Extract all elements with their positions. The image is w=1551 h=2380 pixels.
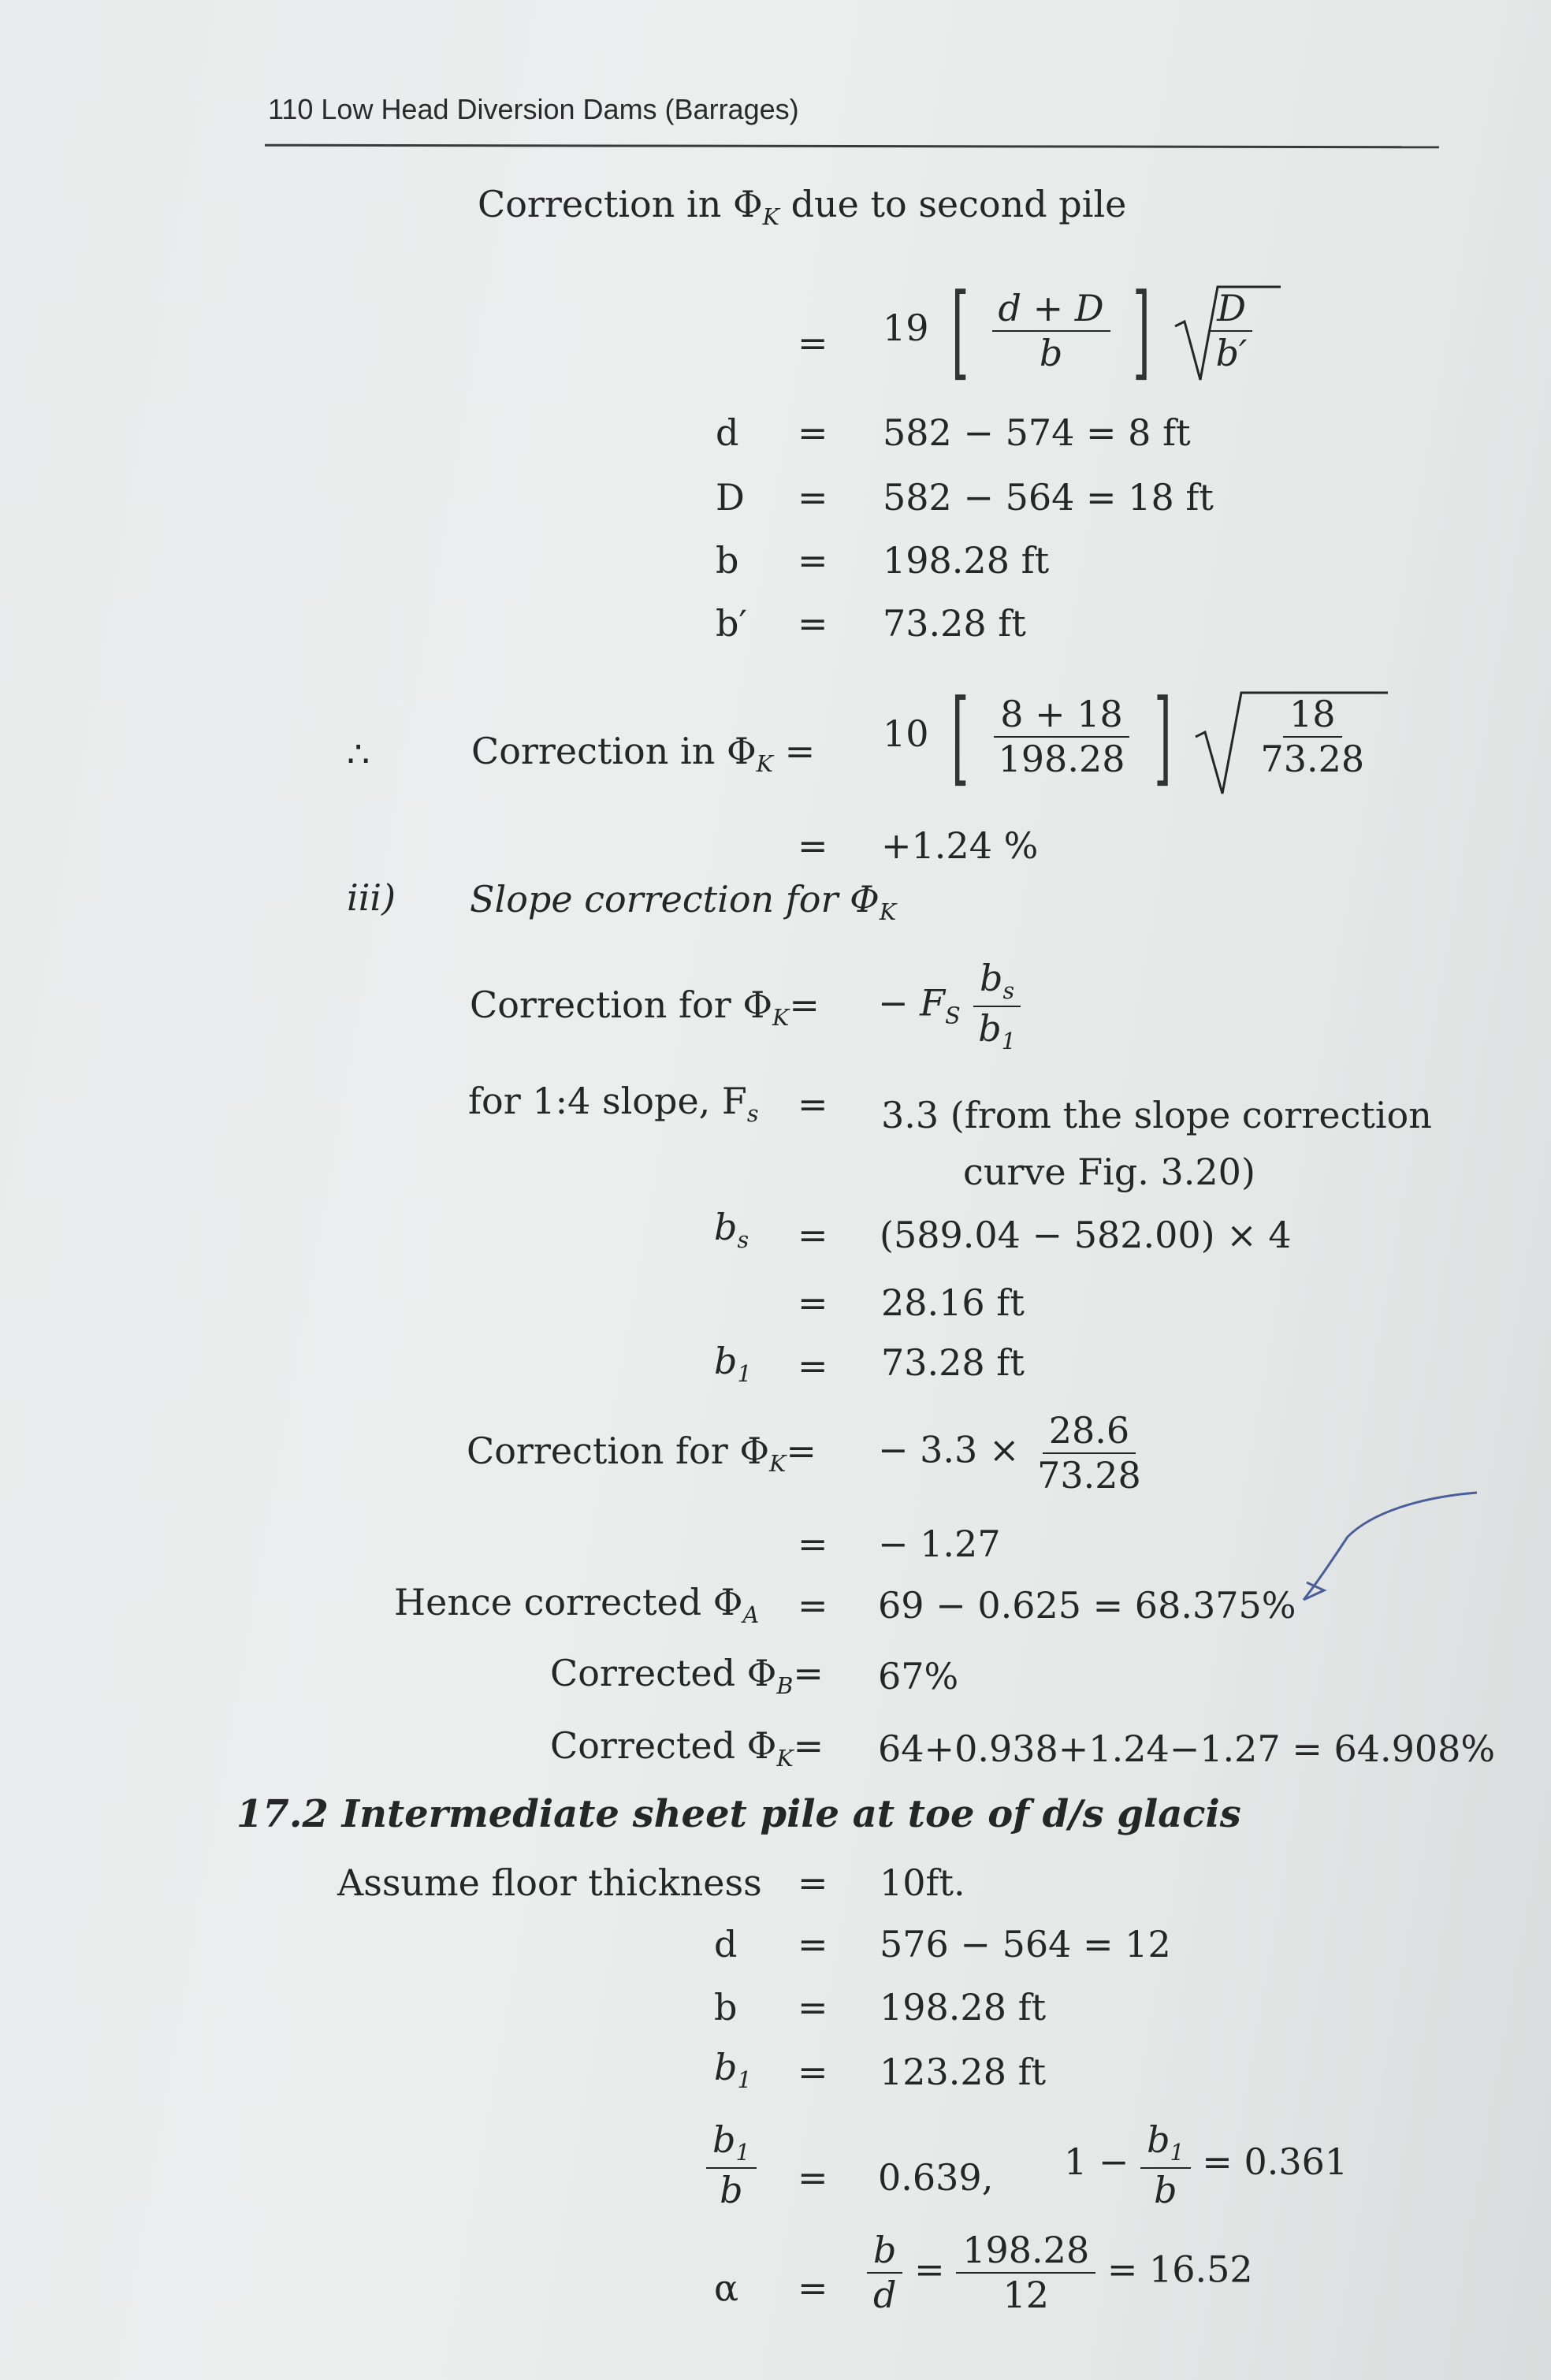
radical-sign-icon <box>1194 685 1391 811</box>
running-header: 110 Low Head Diversion Dams (Barrages) <box>268 93 799 125</box>
sec-b-value: 198.28 ft <box>880 1986 1047 2029</box>
equals-sign: = <box>798 1861 828 1904</box>
ratio-value: 0.639, <box>878 2156 994 2199</box>
var-d-label: d <box>716 411 739 454</box>
equals-sign: = <box>798 1281 828 1324</box>
var-b1-label: $b_1$ <box>714 1340 752 1388</box>
sec-b1-label: $b_1$ <box>714 2046 752 2094</box>
var-D-value: 582 − 564 = 18 ft <box>883 476 1214 519</box>
corrected-phiK-value: 64+0.938+1.24−1.27 = 64.908% <box>878 1727 1496 1770</box>
correction-label: Correction in $\Phi_K$ = <box>471 730 816 778</box>
var-bprime-value: 73.28 ft <box>883 602 1026 645</box>
correction-for-label: Correction for $\Phi_K=$ <box>470 984 820 1032</box>
equals-sign: = <box>798 824 828 867</box>
square-root: $\frac{D}{b'}$ <box>1173 288 1254 373</box>
sec-d-value: 576 − 564 = 12 <box>880 1923 1171 1965</box>
square-root: $\frac{18}{73.28}$ <box>1194 694 1371 779</box>
var-b-label: b <box>716 539 739 582</box>
corrected-phiA-value: 69 − 0.625 = 68.375% <box>878 1584 1296 1627</box>
bracket-open: [ <box>951 271 969 391</box>
alpha-formula: $\frac{b}{d}$ = $\frac{198.28}{12}$ = 16.52 <box>867 2230 1253 2315</box>
sec-b-label: b <box>714 1986 738 2029</box>
second-pile-heading: Correction in $\Phi_K$ due to second pile <box>478 183 1127 231</box>
var-D-label: D <box>716 476 745 519</box>
var-b-value: 198.28 ft <box>883 539 1050 582</box>
corrected-phiB-value: 67% <box>878 1655 959 1698</box>
therefore-symbol: ∴ <box>347 733 370 775</box>
corrected-phiK-label: Corrected $\Phi_K=$ <box>550 1724 824 1772</box>
equals-sign: = <box>798 602 828 645</box>
equals-sign: = <box>798 2156 828 2199</box>
equals-sign: = <box>798 1083 828 1125</box>
equals-sign: = <box>798 1923 828 1965</box>
ratio-b1-b: $\frac{b_1}{b}$ <box>706 2120 757 2210</box>
floor-thickness-value: 10ft. <box>880 1861 965 1904</box>
bracket-close: ] <box>1154 677 1172 797</box>
equals-sign: = <box>798 539 828 582</box>
corrected-phiB-label: Corrected $\Phi_B=$ <box>550 1652 824 1700</box>
fraction-8-18: $\frac{8 + 18}{198.28}$ <box>992 694 1132 779</box>
bracket-close: ] <box>1133 271 1151 391</box>
radical-sign-icon <box>1173 279 1284 397</box>
var-b1-value: 73.28 ft <box>881 1341 1025 1384</box>
var-bs-value: (589.04 − 582.00) × 4 <box>880 1214 1292 1256</box>
equals-sign: = <box>798 322 828 364</box>
alpha-label: α <box>714 2267 739 2309</box>
item-number-iii: iii) <box>347 876 396 919</box>
correction-result: +1.24 % <box>881 824 1039 867</box>
var-bs-label: $b_s$ <box>714 1206 749 1254</box>
hence-corrected-label: Hence corrected $\Phi_A$ <box>394 1581 760 1629</box>
section-heading: 17.2 Intermediate sheet pile at toe of d/s glacis <box>236 1792 1241 1836</box>
slope-fs-value: 3.3 (from the slope correction <box>881 1094 1432 1136</box>
sec-b1-value: 123.28 ft <box>880 2051 1047 2093</box>
equals-sign: = <box>798 1584 828 1627</box>
floor-thickness-label: Assume floor thickness <box>337 1861 762 1904</box>
equals-sign: = <box>798 1986 828 2029</box>
var-d-value: 582 − 574 = 8 ft <box>883 411 1191 454</box>
ratio2: 1 − $\frac{b_1}{b}$ = 0.361 <box>1064 2118 1348 2211</box>
fraction-dD-b: $\frac{d + D}{b}$ <box>992 288 1110 373</box>
bracket-open: [ <box>951 677 969 797</box>
slope-fs-label: for 1:4 slope, $F_s$ <box>468 1080 759 1128</box>
equals-sign: = <box>798 411 828 454</box>
var-bprime-label: b′ <box>716 602 747 645</box>
equals-sign: = <box>798 1214 828 1256</box>
equals-sign: = <box>798 1344 828 1387</box>
var-bs-value2: 28.16 ft <box>881 1281 1025 1324</box>
header-rule <box>265 144 1439 149</box>
correction-for-label-2: Correction for $\Phi_K=$ <box>467 1430 816 1478</box>
formula-19: 19 [ $\frac{d + D}{b}$ ] $\frac{D}{b'}$ <box>883 280 1254 382</box>
formula-10: 10 [ $\frac{8 + 18}{198.28}$ ] $\frac{18}{73.28}$ <box>883 686 1371 788</box>
equals-sign: = <box>798 476 828 519</box>
slope-correction-calc: − 3.3 × $\frac{28.6}{73.28}$ <box>878 1409 1141 1497</box>
equals-sign: = <box>798 2267 828 2309</box>
equals-sign: = <box>798 2051 828 2093</box>
slope-formula: − $F_S$ $\frac{b_s}{b_1}$ <box>878 958 1022 1054</box>
handwritten-tick-mark <box>1300 1489 1482 1616</box>
equals-sign: = <box>798 1523 828 1565</box>
slope-correction-heading: Slope correction for $\Phi_K$ <box>470 878 897 926</box>
slope-fs-value-cont: curve Fig. 3.20) <box>963 1151 1255 1193</box>
slope-correction-result: − 1.27 <box>878 1523 1001 1565</box>
sec-d-label: d <box>714 1923 738 1965</box>
